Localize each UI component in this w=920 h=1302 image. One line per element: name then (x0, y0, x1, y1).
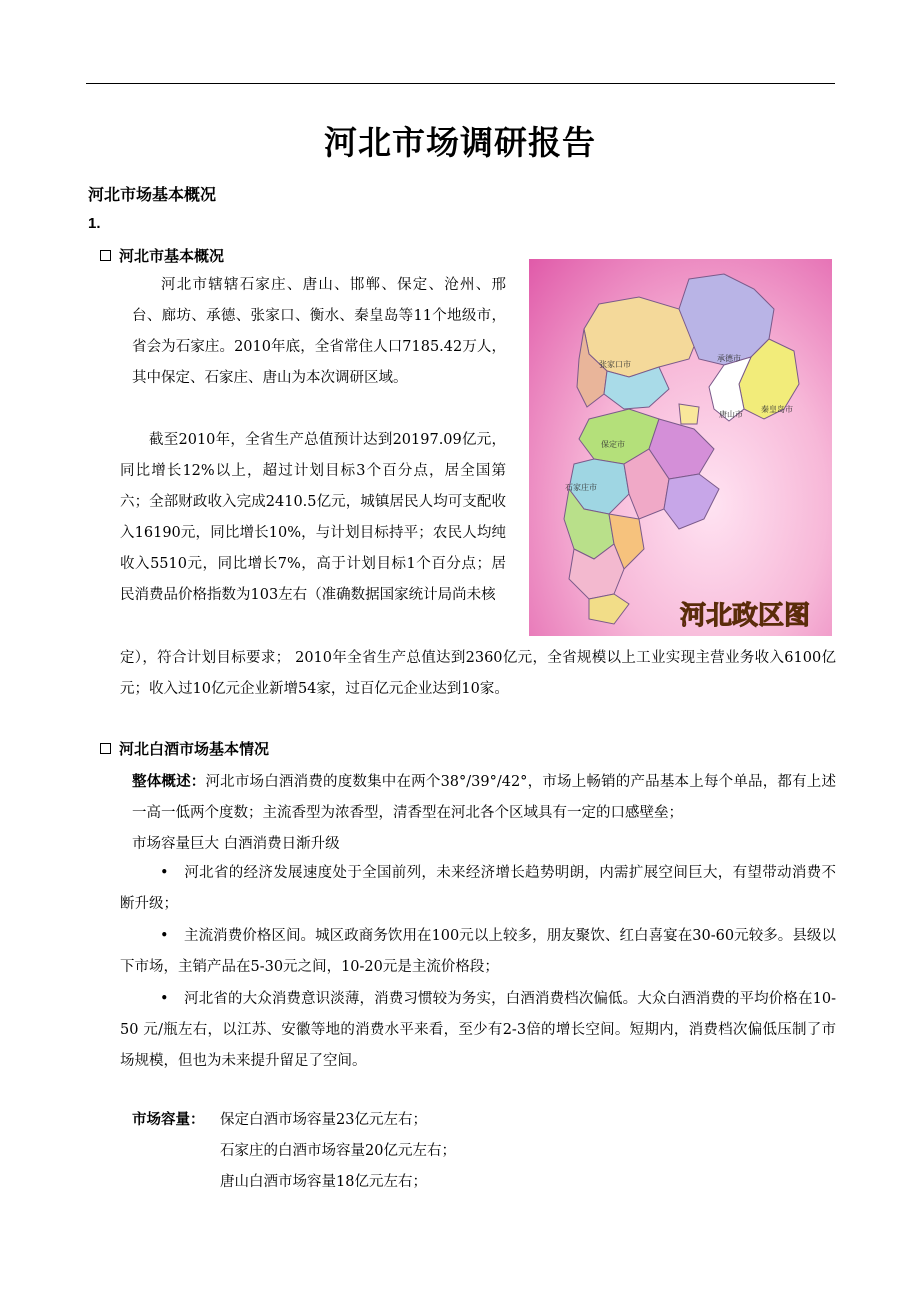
checkbox-bullet-icon (100, 743, 111, 754)
baijiu-heading-text: 河北白酒市场基本情况 (119, 740, 270, 758)
summary-text: 河北市场白酒消费的度数集中在两个38°/39°/42°，市场上畅销的产品基本上每个单品，都有上述一高一低两个度数；主流香型为浓香型，清香型在河北各个区域具有一定的口感壁垒； (132, 774, 836, 821)
region-beijing-tianjin (679, 404, 699, 424)
hebei-map-image (529, 259, 832, 636)
summary-label: 整体概述： (132, 774, 206, 790)
bullet-dot: • (160, 991, 169, 1007)
map-svg (529, 259, 832, 636)
map-caption: 河北政区图 (679, 601, 810, 631)
baijiu-heading (100, 738, 269, 759)
bullet-text: 主流消费价格区间。城区政商务饮用在100元以上较多，朋友聚饮、红白喜宴在30-60元较多。县级以下市场，主销产品在5-30元之间，10-20元是主流价格段； (120, 928, 836, 975)
bullet-item (120, 921, 836, 983)
overview-paragraph-3: 定），符合计划目标要求； 2010年全省生产总值达到2360亿元，全省规模以上工业实现主营业务收入6100亿元；收入过10亿元企业新增54家，过百亿元企业达到10家。 (120, 650, 836, 697)
bullet-dot: • (160, 928, 169, 944)
page-title: 河北市场调研报告 (324, 123, 596, 162)
bullet-text: 河北省的经济发展速度处于全国前列，未来经济增长趋势明朗，内需扩展空间巨大，有望带动消费不断升级； (120, 865, 836, 912)
region-handan-south (589, 594, 629, 624)
checkbox-bullet-icon (100, 250, 111, 261)
bullet-item (120, 858, 836, 920)
map-label-baoding: 保定市 (601, 440, 625, 449)
baijiu-summary (132, 767, 836, 829)
overview-paragraph-2: 截至2010年，全省生产总值预计达到20197.09亿元，同比增长12%以上，超过计划目标3个百分点，居全国第六；全部财政收入完成2410.5亿元，城镇居民人均可支配收入16190元，同比增长10%，与计划目标持平；农民人均纯收入5510元，同比增长7%，高于计划目标1个百分点；居民消费品价格指数为103左右（准确数据国家统计局尚未核 (120, 432, 506, 603)
section-heading: 河北市场基本概况 (88, 185, 217, 204)
overview-heading (100, 245, 224, 266)
section-number: 1. (88, 215, 101, 232)
header-rule (86, 83, 835, 84)
bullet-item (120, 984, 836, 1077)
bullet-text: 河北省的大众消费意识淡薄，消费习惯较为务实，白酒消费档次偏低。大众白酒消费的平均价格在10-50 元/瓶左右，以江苏、安徽等地的消费水平来看，至少有2-3倍的增长空间。短期内，消费档次偏低压制了市场规模，但也为未来提升留足了空间。 (120, 991, 836, 1069)
map-label-chengde: 承德市 (717, 354, 741, 363)
capacity-row: 唐山白酒市场容量18亿元左右； (220, 1174, 427, 1190)
bullet-dot: • (160, 865, 169, 881)
map-label-shijiazhuang: 石家庄市 (565, 483, 597, 492)
capacity-row: 保定白酒市场容量23亿元左右； (220, 1112, 427, 1128)
map-label-qinhuangdao: 秦皇岛市 (761, 405, 793, 414)
region-cangzhou (664, 474, 719, 529)
capacity-row: 石家庄的白酒市场容量20亿元左右； (220, 1143, 456, 1159)
overview-paragraph-1: 河北市辖辖石家庄、唐山、邯郸、保定、沧州、邢台、廊坊、承德、张家口、衡水、秦皇岛等11个地级市，省会为石家庄。2010年底，全省常住人口7185.42万人，其中保定、石家庄、唐山为本次调研区域。 (132, 277, 506, 386)
overview-heading-text: 河北市基本概况 (119, 247, 225, 265)
map-label-tangshan: 唐山市 (719, 410, 743, 419)
map-label-zhangjiakou: 张家口市 (599, 360, 631, 369)
capacity-label: 市场容量： (132, 1112, 205, 1128)
baijiu-summary-tail: 市场容量巨大 白酒消费日渐升级 (132, 836, 340, 852)
